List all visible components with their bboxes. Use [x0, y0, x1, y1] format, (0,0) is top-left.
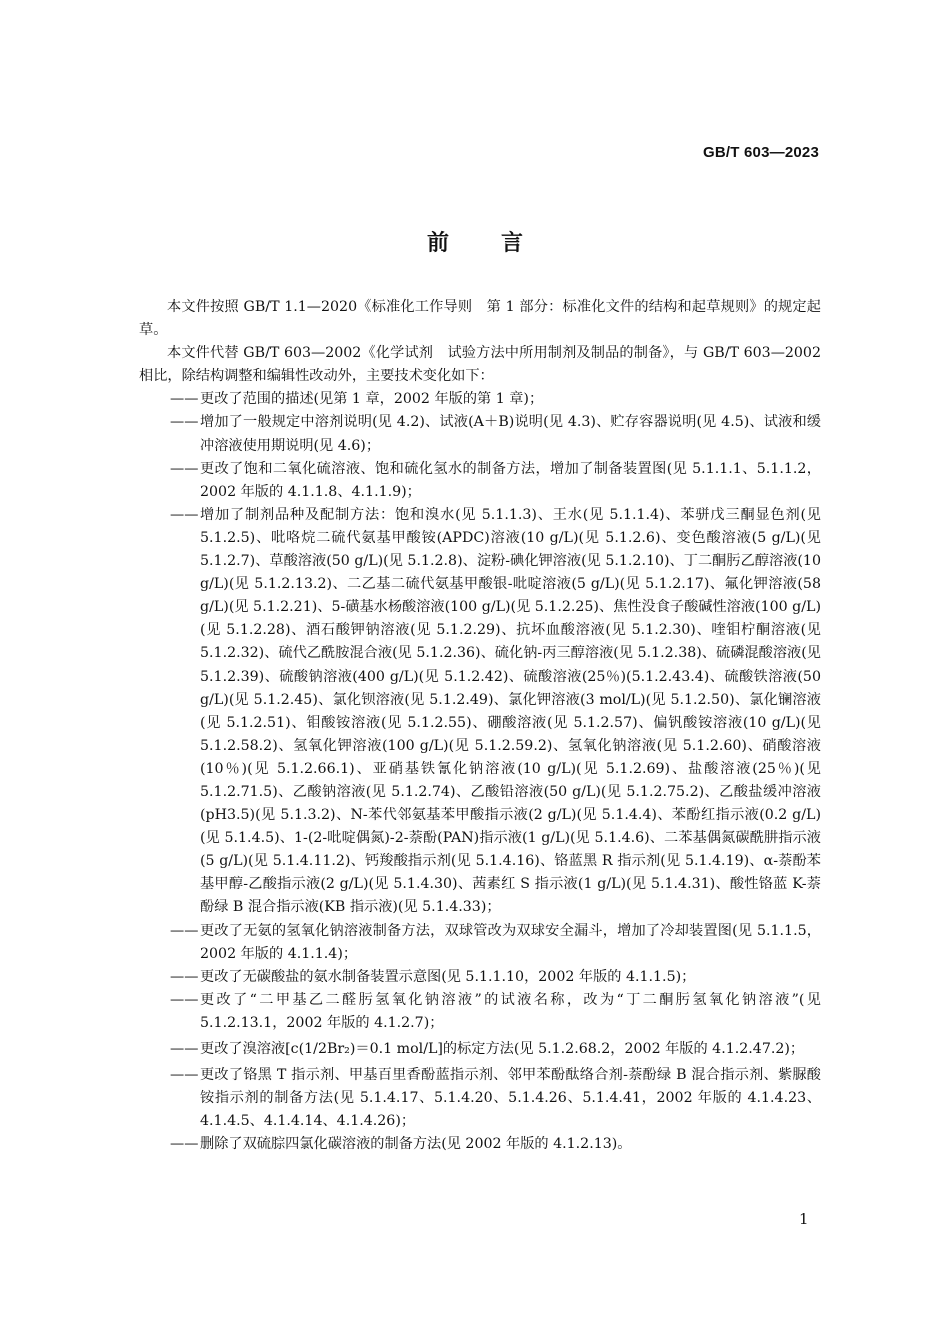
dash-marker: ——: [170, 991, 199, 1008]
change-item: [139, 1038, 821, 1061]
change-item: [139, 966, 821, 989]
change-item: [139, 458, 821, 504]
page-number: 1: [799, 1210, 809, 1228]
change-item: [139, 411, 821, 457]
dash-marker: ——: [170, 1136, 199, 1153]
change-item-text: 更改了范围的描述(见第 1 章，2002 年版的第 1 章)；: [200, 391, 544, 408]
change-item-text: 更改了铬黑 T 指示剂、甲基百里香酚蓝指示剂、邻甲苯酚酞络合剂-萘酚绿 B 混合指示剂、紫脲酸铵指示剂的制备方法(见 5.1.4.17、5.1.4.20、5.1.4.26、5.1.4.41，2002 年版的 4.1.4.23、4.1.4.5、4.1.4.14、4.1.4.26)；: [200, 1067, 821, 1130]
foreword-body: [139, 296, 821, 1156]
change-item-text: 更改了饱和二氧化硫溶液、饱和硫化氢水的制备方法，增加了制备装置图(见 5.1.1.1、5.1.1.2，2002 年版的 4.1.1.8、4.1.1.9)；: [200, 460, 821, 500]
change-item-text: 更改了溴溶液[c(1/2Br₂)＝0.1 mol/L]的标定方法(见 5.1.2.68.2，2002 年版的 4.1.2.47.2)；: [200, 1041, 805, 1057]
change-item-text: 增加了一般规定中溶剂说明(见 4.2)、试液(A＋B)说明(见 4.3)、贮存容器说明(见 4.5)、试液和缓冲溶液使用期说明(见 4.6)；: [200, 414, 821, 454]
dash-marker: ——: [170, 968, 199, 985]
dash-marker: ——: [170, 1041, 199, 1057]
change-item: [139, 989, 821, 1035]
paragraph-replaces: 本文件代替 GB/T 603—2002《化学试剂 试验方法中所用制剂及制品的制备》，与 GB/T 603—2002 相比，除结构调整和编辑性改动外，主要技术变化如下：: [139, 345, 821, 385]
change-item: [139, 504, 821, 920]
paragraph-drafting-rules: 本文件按照 GB/T 1.1—2020《标准化工作导则 第 1 部分：标准化文件的结构和起草规则》的规定起草。: [139, 299, 821, 339]
dash-marker: ——: [170, 1067, 199, 1084]
standard-code: GB/T 603—2023: [703, 144, 819, 161]
change-item-text: 删除了双硫腙四氯化碳溶液的制备方法(见 2002 年版的 4.1.2.13)。: [200, 1136, 632, 1153]
change-item-text: 更改了“二甲基乙二醛肟氢氧化钠溶液”的试液名称，改为“丁二酮肟氢氧化钠溶液”(见 5.1.2.13.1，2002 年版的 4.1.2.7)；: [200, 991, 821, 1031]
dash-marker: ——: [170, 414, 199, 431]
dash-marker: ——: [170, 922, 199, 939]
change-item: [139, 1133, 821, 1156]
dash-marker: ——: [170, 391, 199, 408]
page-title: 前言: [426, 231, 575, 256]
change-item: [139, 920, 821, 966]
change-item: [139, 388, 821, 411]
dash-marker: ——: [170, 460, 199, 477]
change-item: [139, 1064, 821, 1133]
change-item-text: 更改了无氨的氢氧化钠溶液制备方法，双球管改为双球安全漏斗，增加了冷却装置图(见 5.1.1.5，2002 年版的 4.1.1.4)；: [200, 922, 821, 962]
change-item-text: 更改了无碳酸盐的氨水制备装置示意图(见 5.1.1.10，2002 年版的 4.1.1.5)；: [200, 968, 696, 985]
dash-marker: ——: [170, 506, 199, 523]
change-item-text: 增加了制剂品种及配制方法：饱和溴水(见 5.1.1.3)、王水(见 5.1.1.4)、苯骈戊三酮显色剂(见 5.1.2.5)、吡咯烷二硫代氨基甲酸铵(APDC)溶液(10 g/L)(见 5.1.2.6)、变色酸溶液(5 g/L)(见 5.1.2.7)、草酸溶液(50 g/L)(见 5.1.2.8)、淀粉-碘化钾溶液(见 5.1.2.10)、丁二酮肟乙醇溶液(10 g/L)(见 5.1.2.13.2)、二乙基二硫代氨基甲酸银-吡啶溶液(5 g/L)(见 5.1.2.17)、氟化钾溶液(58 g/L)(见 5.1.2.21)、5-磺基水杨酸溶液(100 g/L)(见 5.1.2.25)、焦性没食子酸碱性溶液(100 g/L)(见 5.1.2.28)、酒石酸钾钠溶液(见 5.1.2.29)、抗坏血酸溶液(见 5.1.2.30)、喹钼柠酮溶液(见 5.1.2.32)、硫代乙酰胺混合液(见 5.1.2.36)、硫化钠-丙三醇溶液(见 5.1.2.38)、硫磷混酸溶液(见 5.1.2.39)、硫酸钠溶液(400 g/L)(见 5.1.2.42)、硫酸溶液(25％)(5.1.2.43.4)、硫酸铁溶液(50 g/L)(见 5.1.2.45)、氯化钡溶液(见 5.1.2.49)、氯化钾溶液(3 mol/L)(见 5.1.2.50)、氯化镧溶液(见 5.1.2.51)、钼酸铵溶液(见 5.1.2.55)、硼酸溶液(见 5.1.2.57)、偏钒酸铵溶液(10 g/L)(见 5.1.2.58.2)、氢氧化钾溶液(100 g/L)(见 5.1.2.59.2)、氢氧化钠溶液(见 5.1.2.60)、硝酸溶液(10％)(见 5.1.2.66.1)、亚硝基铁氰化钠溶液(10 g/L)(见 5.1.2.69)、盐酸溶液(25％)(见 5.1.2.71.5)、乙酸钠溶液(见 5.1.2.74)、乙酸铅溶液(50 g/L)(见 5.1.2.75.2)、乙酸盐缓冲溶液(pH3.5)(见 5.1.3.2)、N-苯代邻氨基苯甲酸指示液(2 g/L)(见 5.1.4.4)、苯酚红指示液(0.2 g/L)(见 5.1.4.5)、1-(2-吡啶偶氮)-2-萘酚(PAN)指示液(1 g/L)(见 5.1.4.6)、二苯基偶氮碳酰肼指示液(5 g/L)(见 5.1.4.11.2)、钙羧酸指示剂(见 5.1.4.16)、铬蓝黑 R 指示剂(见 5.1.4.19)、α-萘酚苯基甲醇-乙酸指示液(2 g/L)(见 5.1.4.30)、茜素红 S 指示液(1 g/L)(见 5.1.4.31)、酸性铬蓝 K-萘酚绿 B 混合指示液(KB 指示液)(见 5.1.4.33)；: [200, 506, 821, 916]
